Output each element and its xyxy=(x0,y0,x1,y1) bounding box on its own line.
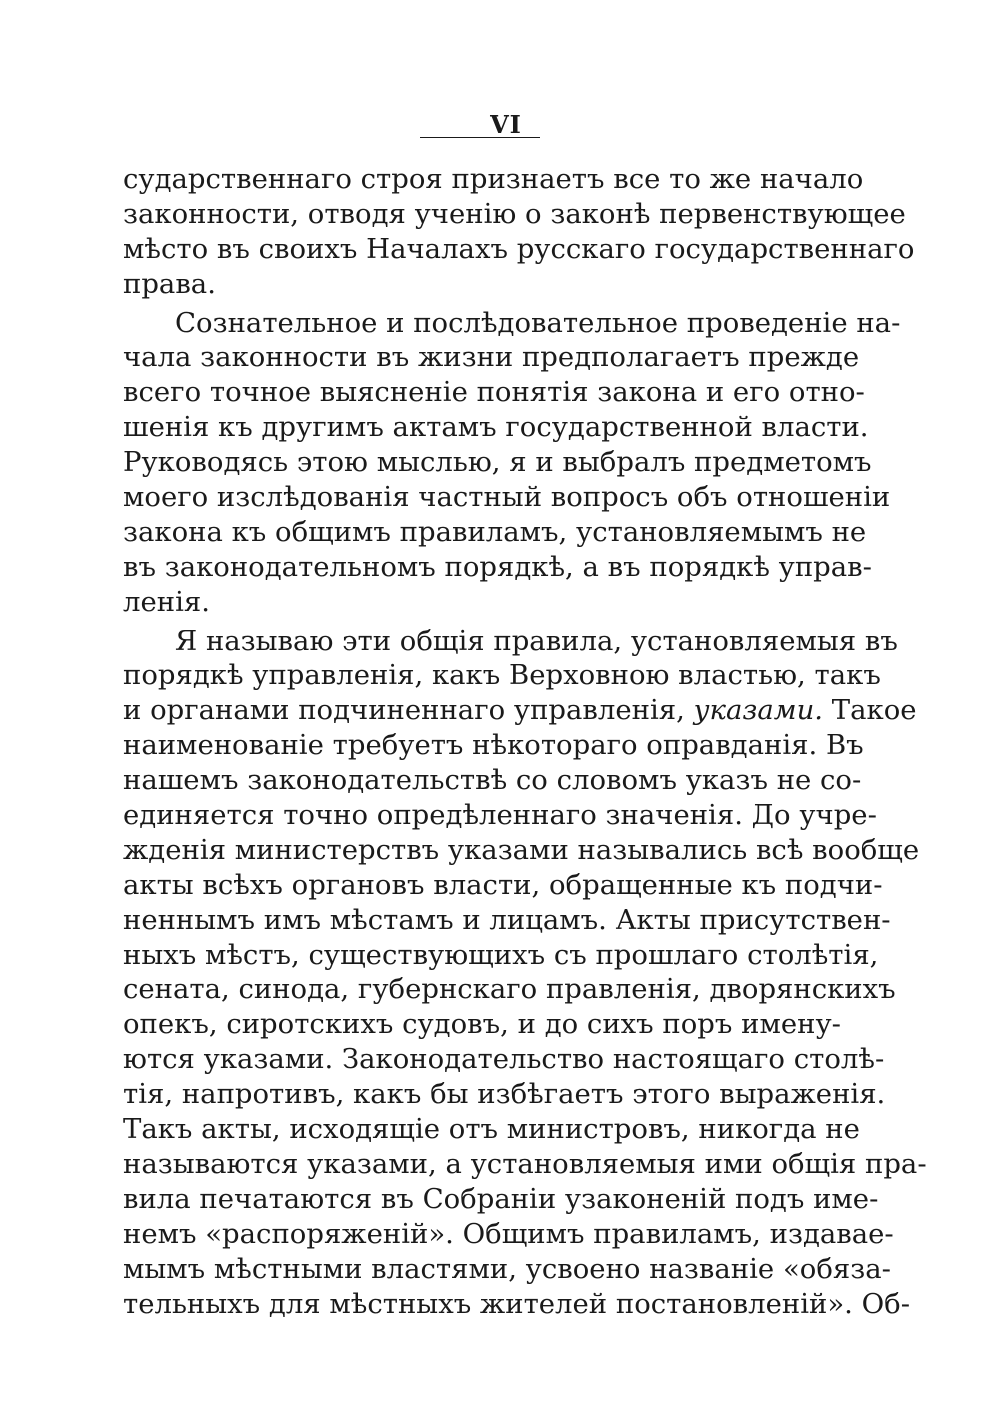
italic-term: указами. xyxy=(693,694,824,727)
text-line: опекъ, сиротскихъ судовъ, и до сихъ поръ имену- xyxy=(123,1008,841,1041)
text-line: ленія. xyxy=(123,585,210,618)
text-line: тельныхъ для мѣстныхъ жителей постановленій». Об- xyxy=(123,1287,911,1320)
text-line: Такъ акты, исходящіе отъ министровъ, никогда не xyxy=(123,1113,860,1146)
text-line: немъ «распоряженій». Общимъ правиламъ, издавае- xyxy=(123,1217,894,1250)
text-line: вила печатаются въ Собраніи узаконеній подъ име- xyxy=(123,1182,879,1215)
text-line: закона къ общимъ правиламъ, установляемымъ не xyxy=(123,515,867,548)
text-line: тія, напротивъ, какъ бы избѣгаетъ этого выраженія. xyxy=(123,1078,886,1111)
text-line: единяется точно опредѣленнаго значенія. До учре- xyxy=(123,799,877,832)
text-run: Такое xyxy=(823,694,917,727)
text-line: нашемъ законодательствѣ со словомъ указъ не со- xyxy=(123,764,862,797)
text-run: и органами подчиненнаго управленія, xyxy=(123,694,694,727)
text-line: мымъ мѣстными властями, усвоено названіе «обяза- xyxy=(123,1252,891,1285)
text-line: сударственнаго строя признаетъ все то же начало xyxy=(123,163,864,195)
paragraph xyxy=(123,162,915,302)
text-line: законности, отводя ученію о законѣ первенствующее xyxy=(123,197,906,230)
text-line xyxy=(123,693,917,728)
text-line: сената, синода, губернскаго правленія, дворянскихъ xyxy=(123,973,896,1006)
text-line: моего изслѣдованія частный вопросъ объ отношеніи xyxy=(123,481,891,514)
page-number: VI xyxy=(490,110,522,139)
text-line: Руководясь этою мыслью, я и выбралъ предметомъ xyxy=(123,446,872,479)
text-line: Я называю эти общія правила, установляемыя въ xyxy=(175,624,898,657)
body-text xyxy=(123,162,927,1321)
text-line: въ законодательномъ порядкѣ, а въ порядкѣ управ- xyxy=(123,550,872,583)
text-line: ныхъ мѣстъ, существующихъ съ прошлаго столѣтія, xyxy=(123,938,879,971)
text-line: порядкѣ управленія, какъ Верховною властью, такъ xyxy=(123,659,881,692)
text-line: Сознательное и послѣдовательное проведеніе на- xyxy=(175,306,901,339)
text-line: мѣсто въ своихъ Началахъ русскаго государственнаго xyxy=(123,232,915,265)
text-line: жденія министерствъ указами назывались всѣ вообще xyxy=(123,833,920,866)
text-line: права. xyxy=(123,267,216,300)
text-line: всего точное выясненіе понятія закона и его отно- xyxy=(123,376,865,409)
text-line: ются указами. Законодательство настоящаго столѣ- xyxy=(123,1043,885,1076)
text-line: наименованіе требуетъ нѣкотораго оправданія. Въ xyxy=(123,729,864,762)
text-line: неннымъ имъ мѣстамъ и лицамъ. Акты присутствен- xyxy=(123,903,891,936)
header-rule xyxy=(420,137,540,138)
text-line: чала законности въ жизни предполагаетъ прежде xyxy=(123,341,860,374)
text-line: акты всѣхъ органовъ власти, обращенные къ подчи- xyxy=(123,868,883,901)
paragraph xyxy=(123,624,927,1322)
text-line: шенія къ другимъ актамъ государственной власти. xyxy=(123,411,869,444)
paragraph xyxy=(123,306,901,620)
text-line: называются указами, а установляемыя ими общія пра- xyxy=(123,1147,927,1180)
